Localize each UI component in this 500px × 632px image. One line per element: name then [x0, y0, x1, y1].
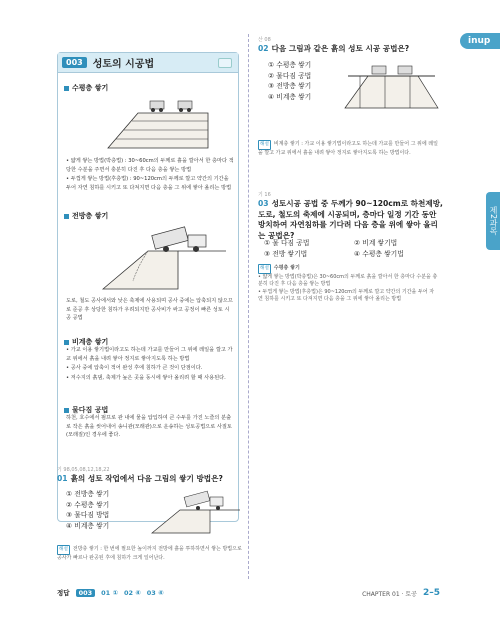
topic-number: 003 [62, 57, 87, 68]
q1-text: 흙의 성토 작업에서 다음 그림의 쌓기 방법은? [70, 474, 223, 483]
topic-box [57, 52, 239, 522]
explain-title: 수평층 쌓기 [273, 265, 300, 271]
answer-bar [57, 588, 164, 597]
section-label: 수평층 쌓기 [72, 84, 109, 92]
paragraph: • 두껍게 쌓는 방법(후층법) : 90~120cm의 두께로 깔고 약간의 기간을 두어 자연 침하를 시키고 또 다져지면 다음 층을 그 위에 쌓아 올리는 방법 [66, 176, 232, 191]
topic-header [58, 53, 238, 73]
horizontal-layer-figure [98, 93, 218, 151]
topic-title: 성토의 시공법 [92, 59, 155, 70]
explain-text: 비계층 쌓기 : 가교 이용 쌓기법이라고도 하는데 가교를 만들어 그 위에 레일을 깔고 가교 위에서 흙을 내려 쌓아 정지로 쌓아지도록 하는 방법이다. [258, 141, 438, 156]
q1-option[interactable]: ③ 물다짐 방법 [66, 511, 110, 519]
explain-text: • 얇게 쌓는 방법(박층법)은 30~60cm의 두께로 흙을 깔아서 한 층마다 수분을 충분히 다진 후 다음 층을 쌓는 방법 [258, 273, 438, 288]
explain-badge: 해설 [258, 264, 271, 274]
q3-explanation [258, 264, 438, 304]
q1-number: 01 [57, 474, 68, 483]
q3-option[interactable]: ④ 수평층 쌓기법 [354, 249, 404, 258]
paragraph: • 가교 이용 쌓기법이라고도 하는데 가교를 만들어 그 위에 레일을 깔고 가교 위에서 흙을 내려 쌓아 정지로 쌓아지도록 하는 방법 [66, 347, 233, 362]
q3-option[interactable]: ① 물 다짐 공법 [264, 239, 310, 247]
q2-option[interactable]: ② 물다짐 공법 [268, 71, 312, 80]
section-text [66, 414, 234, 441]
page-number: 2–5 [422, 588, 440, 598]
explain-text: 전방층 쌓기 : 한 번에 필요한 높이까지 전방에 흙을 투하하면서 쌓는 방법으로 공사가 빠르나 완공된 후에 침하가 크게 일어난다. [57, 546, 242, 561]
answer-item: 02 ④ [123, 588, 141, 597]
brand-tag [460, 33, 500, 49]
q3-title [258, 199, 443, 241]
section-text [66, 157, 234, 193]
column-divider [248, 34, 249, 579]
q1-explanation [57, 545, 242, 562]
section-text [66, 297, 234, 324]
q2-figure [340, 62, 440, 110]
answer-item: 01 ① [101, 588, 118, 597]
answer-label: 정답 [57, 589, 70, 597]
q1-meta: 기 98,05,08,12,18,22 [57, 467, 110, 473]
book-icon [218, 58, 232, 68]
paragraph: • 공사 중에 압축이 적어 완성 후에 침하가 큰 것이 단점이다. [66, 365, 203, 372]
q1-title [57, 474, 242, 485]
section-text [66, 346, 234, 383]
section-label: 물다짐 공법 [72, 406, 109, 414]
q3-option[interactable]: ② 비계 쌓기법 [354, 239, 398, 247]
explain-badge: 해설 [258, 140, 271, 150]
chapter-label: CHAPTER 01 · 토공 [362, 590, 417, 598]
section-label: 비계층 쌓기 [72, 338, 109, 346]
q3-option[interactable]: ③ 전방 쌓기법 [264, 249, 308, 258]
q2-text: 다음 그림과 같은 흙의 성토 시공 공법은? [271, 44, 410, 53]
explain-badge: 해설 [57, 545, 70, 555]
brand-tag-text: inup [468, 36, 491, 46]
q2-option[interactable]: ④ 비계층 쌓기 [268, 92, 312, 101]
q3-options [264, 238, 444, 259]
q2-number: 02 [258, 44, 269, 53]
q2-option[interactable]: ① 수평층 쌓기 [268, 61, 312, 69]
section-heading [64, 83, 108, 93]
q1-option[interactable]: ② 수평층 쌓기 [66, 500, 110, 509]
q1-figure [150, 490, 242, 534]
q1-options [66, 489, 109, 531]
side-tab-label: 제2과목 [489, 206, 498, 236]
paragraph: • 얇게 쌓는 방법(박층법) : 30~60cm의 두께로 흙을 깔아서 한 층마다 적당한 수분을 주면서 충분히 다진 후 다음 층을 쌓는 방법 [66, 158, 234, 173]
q1-option[interactable]: ① 전방층 쌓기 [66, 490, 110, 498]
section-heading [64, 211, 108, 221]
q3-meta: 기 16 [258, 192, 271, 198]
q2-title [258, 44, 438, 55]
explain-text: • 두껍게 쌓는 방법(후층법)은 90~120cm의 두께로 깔고 약간의 기간을 두어 자연 침하를 시키고 또 다져지면 다음 층을 그 위에 쌓아 올리는 방법 [258, 288, 435, 303]
q2-option[interactable]: ③ 전방층 쌓기 [268, 82, 312, 90]
paragraph: 하천, 호수에서 펌프로 관 내에 물을 압입하여 큰 수두를 가진 노즐의 분출로 작은 흙을 씻어내어 송니관(모래관)으로 운송하는 성토공법으로 사질토(모래질)인 경우에 좋다. [66, 415, 232, 439]
q2-options [268, 60, 311, 102]
page-footer [362, 588, 440, 598]
q2-meta: 산 08 [258, 37, 271, 43]
answer-item: 03 ④ [146, 588, 164, 597]
paragraph: 도로, 철도 공사에서와 낮은 축제에 사용되며 공사 중에는 압축되지 않으므로 준공 후 상당한 침하가 우려되지만 공사비가 싸고 공정이 빠른 성토 시공 공법 [66, 298, 233, 322]
q1-option[interactable]: ④ 비계층 쌓기 [66, 521, 110, 530]
q3-number: 03 [258, 199, 269, 208]
chapter-side-tab[interactable] [486, 192, 500, 250]
section-label: 전방층 쌓기 [72, 212, 109, 220]
forward-dump-figure [98, 221, 228, 291]
answer-topic: 003 [76, 589, 96, 597]
q3-text: 성토시공 공법 중 두께가 90~120cm로 하천제방, 도로, 철도의 축제에 시공되며, 층마다 일정 기간 동안 방치하여 자연침하를 기다려 다음 층을 위에 쌓아 올리는 공법은? [258, 199, 443, 240]
paragraph: • 저수지의 흙댐, 축제가 높은 곳을 동시에 쌓아 올리려 할 때 사용된다. [66, 374, 226, 381]
q2-explanation [258, 140, 438, 157]
